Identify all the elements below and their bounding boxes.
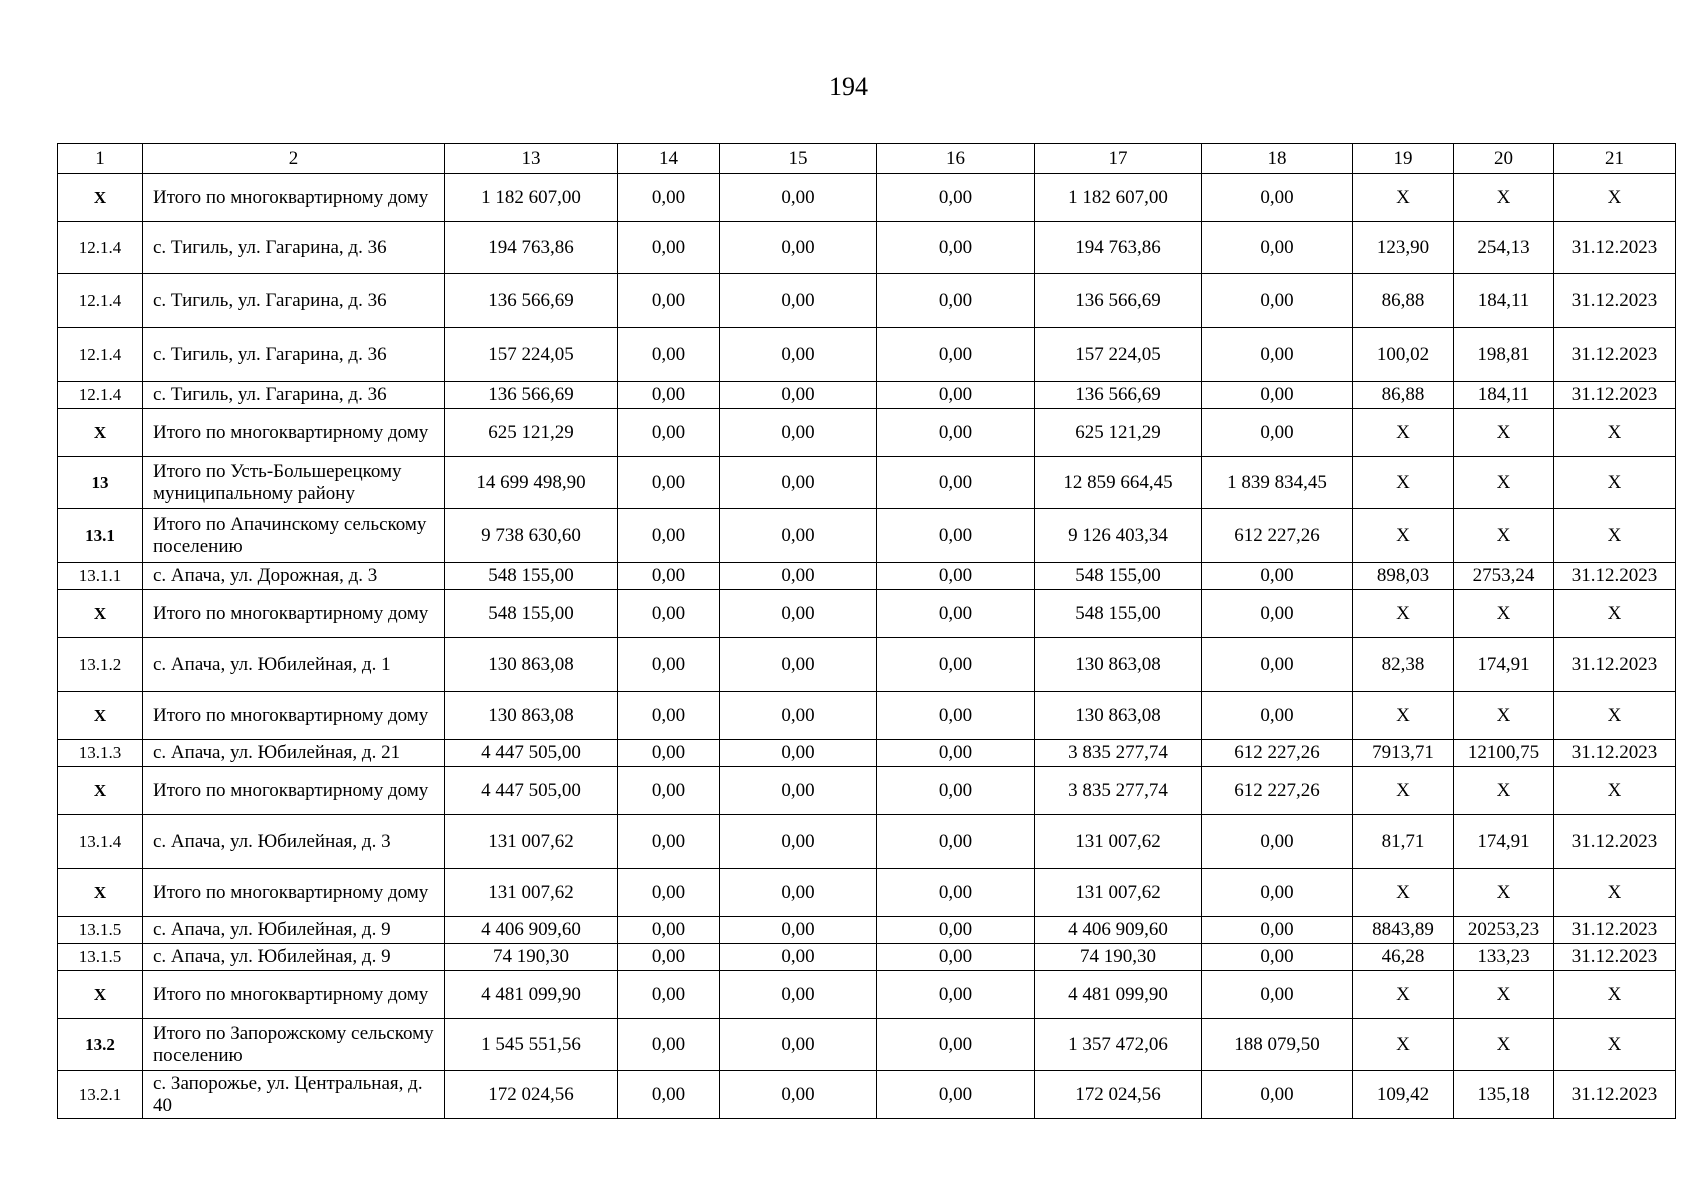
cell-col-17: 548 155,00 [1035,563,1202,590]
cell-col-15: 0,00 [720,971,877,1019]
cell-col-address: Итого по многоквартирному дому [143,409,445,457]
cell-col-19: Х [1353,590,1454,638]
cell-col-14: 0,00 [618,767,720,815]
cell-col-14: 0,00 [618,222,720,274]
table-row [58,1071,1676,1119]
cell-col-19: 86,88 [1353,274,1454,328]
cell-col-21: Х [1554,692,1676,740]
cell-col-address: Итого по многоквартирному дому [143,692,445,740]
cell-col-number: 12.1.4 [58,328,143,382]
cell-col-number: Х [58,692,143,740]
cell-col-21: 31.12.2023 [1554,563,1676,590]
cell-col-20: 198,81 [1454,328,1554,382]
cell-col-address: с. Апача, ул. Юбилейная, д. 1 [143,638,445,692]
cell-col-16: 0,00 [877,1071,1035,1119]
cell-col-address: с. Тигиль, ул. Гагарина, д. 36 [143,328,445,382]
cell-col-13: 4 447 505,00 [445,740,618,767]
cell-col-13: 625 121,29 [445,409,618,457]
cell-col-17: 130 863,08 [1035,638,1202,692]
cell-col-address: с. Апача, ул. Дорожная, д. 3 [143,563,445,590]
cell-col-19: 7913,71 [1353,740,1454,767]
cell-col-19: 46,28 [1353,944,1454,971]
cell-col-18: 0,00 [1202,815,1353,869]
cell-col-address: Итого по Апачинскому сельскому поселению [143,509,445,563]
header-cell-col-18: 18 [1202,144,1353,174]
cell-col-15: 0,00 [720,1019,877,1071]
header-cell-col-19: 19 [1353,144,1454,174]
cell-col-16: 0,00 [877,409,1035,457]
cell-col-number: 13 [58,457,143,509]
cell-col-16: 0,00 [877,382,1035,409]
subtotal-row [58,174,1676,222]
cell-col-19: 898,03 [1353,563,1454,590]
cell-col-15: 0,00 [720,563,877,590]
cell-col-21: 31.12.2023 [1554,917,1676,944]
cell-col-14: 0,00 [618,328,720,382]
cell-col-15: 0,00 [720,692,877,740]
subtotal-row [58,767,1676,815]
cell-col-address: Итого по многоквартирному дому [143,971,445,1019]
table-row [58,740,1676,767]
cell-col-number: 12.1.4 [58,382,143,409]
cell-col-17: 1 357 472,06 [1035,1019,1202,1071]
cell-col-21: 31.12.2023 [1554,1071,1676,1119]
cell-col-number: 12.1.4 [58,222,143,274]
cell-col-number: Х [58,971,143,1019]
cell-col-14: 0,00 [618,1019,720,1071]
cell-col-address: с. Запорожье, ул. Центральная, д. 40 [143,1071,445,1119]
cell-col-16: 0,00 [877,869,1035,917]
header-row [58,144,1676,174]
cell-col-19: Х [1353,869,1454,917]
header-cell-col-17: 17 [1035,144,1202,174]
cell-col-20: Х [1454,509,1554,563]
cell-col-number: 13.1.5 [58,944,143,971]
cell-col-20: Х [1454,590,1554,638]
cell-col-19: Х [1353,174,1454,222]
header-cell-col-14: 14 [618,144,720,174]
subtotal-row [58,869,1676,917]
cell-col-21: Х [1554,1019,1676,1071]
cell-col-number: 13.2.1 [58,1071,143,1119]
cell-col-13: 548 155,00 [445,590,618,638]
cell-col-18: 0,00 [1202,944,1353,971]
cell-col-address: Итого по многоквартирному дому [143,869,445,917]
cell-col-14: 0,00 [618,409,720,457]
cell-col-17: 74 190,30 [1035,944,1202,971]
cell-col-17: 194 763,86 [1035,222,1202,274]
cell-col-13: 4 447 505,00 [445,767,618,815]
cell-col-21: 31.12.2023 [1554,638,1676,692]
cell-col-18: 0,00 [1202,409,1353,457]
cell-col-14: 0,00 [618,274,720,328]
cell-col-13: 74 190,30 [445,944,618,971]
cell-col-18: 0,00 [1202,869,1353,917]
header-cell-col-address: 2 [143,144,445,174]
cell-col-number: 13.2 [58,1019,143,1071]
cell-col-20: 135,18 [1454,1071,1554,1119]
cell-col-number: 13.1.4 [58,815,143,869]
cell-col-18: 0,00 [1202,692,1353,740]
cell-col-14: 0,00 [618,509,720,563]
table-row [58,1019,1676,1071]
cell-col-21: Х [1554,509,1676,563]
cell-col-20: Х [1454,1019,1554,1071]
cell-col-17: 1 182 607,00 [1035,174,1202,222]
cell-col-16: 0,00 [877,638,1035,692]
cell-col-address: с. Апача, ул. Юбилейная, д. 9 [143,944,445,971]
table-row [58,638,1676,692]
cell-col-20: 12100,75 [1454,740,1554,767]
cell-col-20: Х [1454,692,1554,740]
subtotal-row [58,590,1676,638]
cell-col-13: 130 863,08 [445,692,618,740]
cell-col-17: 4 406 909,60 [1035,917,1202,944]
cell-col-17: 172 024,56 [1035,1071,1202,1119]
cell-col-16: 0,00 [877,1019,1035,1071]
cell-col-address: с. Тигиль, ул. Гагарина, д. 36 [143,382,445,409]
cell-col-16: 0,00 [877,174,1035,222]
subtotal-row [58,971,1676,1019]
cell-col-15: 0,00 [720,815,877,869]
cell-col-15: 0,00 [720,869,877,917]
cell-col-21: 31.12.2023 [1554,815,1676,869]
cell-col-18: 188 079,50 [1202,1019,1353,1071]
cell-col-17: 625 121,29 [1035,409,1202,457]
cell-col-13: 172 024,56 [445,1071,618,1119]
cell-col-13: 194 763,86 [445,222,618,274]
cell-col-14: 0,00 [618,590,720,638]
cell-col-18: 612 227,26 [1202,509,1353,563]
cell-col-16: 0,00 [877,917,1035,944]
cell-col-16: 0,00 [877,815,1035,869]
cell-col-14: 0,00 [618,944,720,971]
cell-col-number: Х [58,174,143,222]
cell-col-15: 0,00 [720,274,877,328]
table-body [58,144,1676,1119]
cell-col-number: Х [58,869,143,917]
table-row [58,222,1676,274]
cell-col-19: 86,88 [1353,382,1454,409]
cell-col-15: 0,00 [720,917,877,944]
cell-col-13: 4 406 909,60 [445,917,618,944]
cell-col-19: Х [1353,457,1454,509]
cell-col-15: 0,00 [720,638,877,692]
cell-col-16: 0,00 [877,944,1035,971]
cell-col-20: 2753,24 [1454,563,1554,590]
cell-col-18: 0,00 [1202,563,1353,590]
cell-col-address: с. Тигиль, ул. Гагарина, д. 36 [143,222,445,274]
cell-col-20: 184,11 [1454,274,1554,328]
cell-col-20: Х [1454,457,1554,509]
table-row [58,917,1676,944]
cell-col-14: 0,00 [618,917,720,944]
cell-col-18: 0,00 [1202,274,1353,328]
cell-col-14: 0,00 [618,174,720,222]
cell-col-20: Х [1454,409,1554,457]
cell-col-16: 0,00 [877,692,1035,740]
cell-col-16: 0,00 [877,222,1035,274]
subtotal-row [58,692,1676,740]
cell-col-19: 123,90 [1353,222,1454,274]
cell-col-number: 13.1.3 [58,740,143,767]
cell-col-13: 548 155,00 [445,563,618,590]
subtotal-row [58,409,1676,457]
cell-col-19: 8843,89 [1353,917,1454,944]
cell-col-19: 109,42 [1353,1071,1454,1119]
cell-col-address: Итого по Усть-Большерецкому муниципальному району [143,457,445,509]
cell-col-14: 0,00 [618,563,720,590]
cell-col-address: Итого по многоквартирному дому [143,174,445,222]
cell-col-17: 12 859 664,45 [1035,457,1202,509]
header-cell-col-16: 16 [877,144,1035,174]
table-row [58,328,1676,382]
cell-col-17: 3 835 277,74 [1035,767,1202,815]
cell-col-20: 20253,23 [1454,917,1554,944]
cell-col-13: 130 863,08 [445,638,618,692]
cell-col-13: 131 007,62 [445,815,618,869]
cell-col-18: 0,00 [1202,1071,1353,1119]
table-row [58,382,1676,409]
cell-col-14: 0,00 [618,869,720,917]
cell-col-19: Х [1353,509,1454,563]
cell-col-20: Х [1454,971,1554,1019]
cell-col-number: 13.1.5 [58,917,143,944]
cell-col-18: 0,00 [1202,971,1353,1019]
cell-col-21: 31.12.2023 [1554,944,1676,971]
cell-col-19: Х [1353,1019,1454,1071]
cell-col-15: 0,00 [720,944,877,971]
cell-col-17: 157 224,05 [1035,328,1202,382]
cell-col-number: Х [58,590,143,638]
cell-col-15: 0,00 [720,457,877,509]
cell-col-20: Х [1454,869,1554,917]
cell-col-14: 0,00 [618,971,720,1019]
cell-col-13: 136 566,69 [445,382,618,409]
cell-col-21: Х [1554,971,1676,1019]
cell-col-15: 0,00 [720,328,877,382]
cell-col-16: 0,00 [877,767,1035,815]
header-cell-col-15: 15 [720,144,877,174]
cell-col-17: 4 481 099,90 [1035,971,1202,1019]
cell-col-21: 31.12.2023 [1554,382,1676,409]
cell-col-13: 1 545 551,56 [445,1019,618,1071]
cell-col-16: 0,00 [877,328,1035,382]
cell-col-15: 0,00 [720,740,877,767]
table-row [58,944,1676,971]
cell-col-13: 4 481 099,90 [445,971,618,1019]
cell-col-14: 0,00 [618,815,720,869]
table-row [58,509,1676,563]
cell-col-17: 131 007,62 [1035,869,1202,917]
cell-col-19: Х [1353,971,1454,1019]
cell-col-19: 100,02 [1353,328,1454,382]
cell-col-20: Х [1454,174,1554,222]
cell-col-14: 0,00 [618,692,720,740]
cell-col-19: 81,71 [1353,815,1454,869]
cell-col-14: 0,00 [618,382,720,409]
cell-col-18: 1 839 834,45 [1202,457,1353,509]
table-row [58,563,1676,590]
cell-col-21: Х [1554,457,1676,509]
header-cell-col-21: 21 [1554,144,1676,174]
table-row [58,274,1676,328]
cell-col-number: Х [58,409,143,457]
cell-col-21: 31.12.2023 [1554,740,1676,767]
cell-col-16: 0,00 [877,563,1035,590]
cell-col-21: 31.12.2023 [1554,222,1676,274]
cell-col-address: с. Апача, ул. Юбилейная, д. 9 [143,917,445,944]
cell-col-13: 157 224,05 [445,328,618,382]
cell-col-13: 14 699 498,90 [445,457,618,509]
header-cell-col-number: 1 [58,144,143,174]
cell-col-17: 9 126 403,34 [1035,509,1202,563]
cell-col-address: Итого по Запорожскому сельскому поселению [143,1019,445,1071]
cell-col-15: 0,00 [720,590,877,638]
cell-col-number: 12.1.4 [58,274,143,328]
cell-col-18: 0,00 [1202,638,1353,692]
cell-col-15: 0,00 [720,222,877,274]
cell-col-address: с. Тигиль, ул. Гагарина, д. 36 [143,274,445,328]
data-table [57,143,1676,1119]
cell-col-address: с. Апача, ул. Юбилейная, д. 21 [143,740,445,767]
cell-col-21: Х [1554,409,1676,457]
cell-col-address: Итого по многоквартирному дому [143,767,445,815]
cell-col-number: Х [58,767,143,815]
cell-col-14: 0,00 [618,740,720,767]
cell-col-13: 9 738 630,60 [445,509,618,563]
cell-col-number: 13.1.2 [58,638,143,692]
cell-col-19: Х [1353,409,1454,457]
cell-col-19: Х [1353,692,1454,740]
cell-col-15: 0,00 [720,509,877,563]
cell-col-20: 184,11 [1454,382,1554,409]
cell-col-16: 0,00 [877,971,1035,1019]
cell-col-19: 82,38 [1353,638,1454,692]
cell-col-18: 612 227,26 [1202,767,1353,815]
cell-col-21: Х [1554,590,1676,638]
cell-col-20: 174,91 [1454,638,1554,692]
cell-col-18: 0,00 [1202,917,1353,944]
cell-col-18: 612 227,26 [1202,740,1353,767]
cell-col-17: 3 835 277,74 [1035,740,1202,767]
table-row [58,457,1676,509]
cell-col-17: 136 566,69 [1035,274,1202,328]
cell-col-18: 0,00 [1202,174,1353,222]
cell-col-21: Х [1554,869,1676,917]
cell-col-16: 0,00 [877,509,1035,563]
cell-col-21: Х [1554,174,1676,222]
cell-col-20: 174,91 [1454,815,1554,869]
header-cell-col-13: 13 [445,144,618,174]
cell-col-address: с. Апача, ул. Юбилейная, д. 3 [143,815,445,869]
cell-col-address: Итого по многоквартирному дому [143,590,445,638]
cell-col-18: 0,00 [1202,328,1353,382]
cell-col-number: 13.1 [58,509,143,563]
cell-col-21: 31.12.2023 [1554,328,1676,382]
table-row [58,815,1676,869]
cell-col-17: 136 566,69 [1035,382,1202,409]
cell-col-13: 131 007,62 [445,869,618,917]
cell-col-19: Х [1353,767,1454,815]
cell-col-15: 0,00 [720,382,877,409]
cell-col-17: 131 007,62 [1035,815,1202,869]
page-number: 194 [829,72,868,101]
cell-col-13: 136 566,69 [445,274,618,328]
cell-col-16: 0,00 [877,457,1035,509]
cell-col-16: 0,00 [877,740,1035,767]
cell-col-16: 0,00 [877,274,1035,328]
cell-col-14: 0,00 [618,1071,720,1119]
cell-col-18: 0,00 [1202,590,1353,638]
cell-col-14: 0,00 [618,457,720,509]
cell-col-15: 0,00 [720,767,877,815]
cell-col-number: 13.1.1 [58,563,143,590]
cell-col-16: 0,00 [877,590,1035,638]
cell-col-20: 133,23 [1454,944,1554,971]
cell-col-13: 1 182 607,00 [445,174,618,222]
cell-col-18: 0,00 [1202,382,1353,409]
cell-col-21: Х [1554,767,1676,815]
cell-col-20: Х [1454,767,1554,815]
cell-col-15: 0,00 [720,1071,877,1119]
cell-col-20: 254,13 [1454,222,1554,274]
cell-col-15: 0,00 [720,174,877,222]
cell-col-17: 130 863,08 [1035,692,1202,740]
header-cell-col-20: 20 [1454,144,1554,174]
cell-col-14: 0,00 [618,638,720,692]
cell-col-18: 0,00 [1202,222,1353,274]
cell-col-15: 0,00 [720,409,877,457]
cell-col-17: 548 155,00 [1035,590,1202,638]
cell-col-21: 31.12.2023 [1554,274,1676,328]
